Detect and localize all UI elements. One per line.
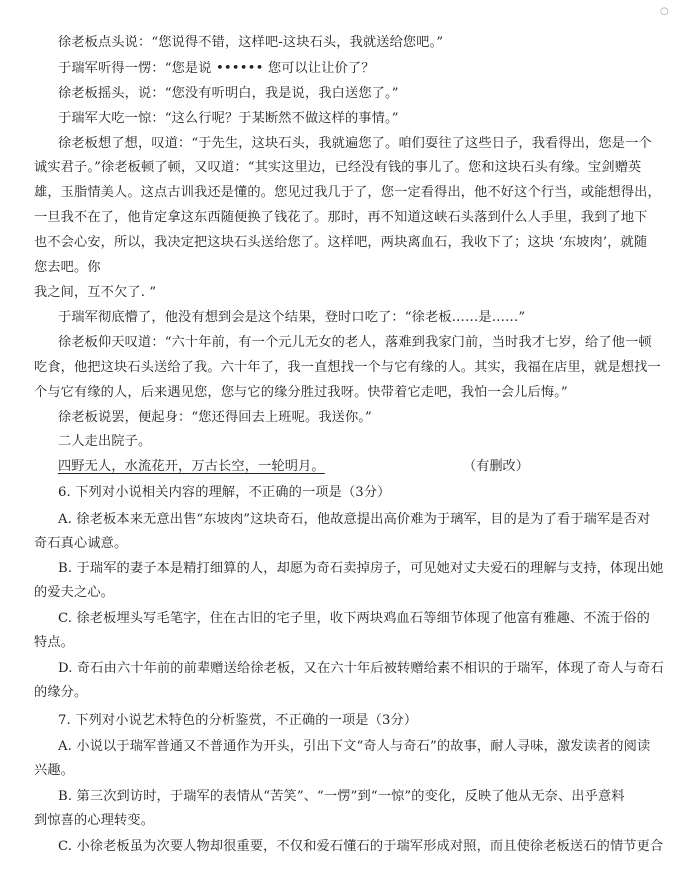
corner-mark-icon: ○ [660, 6, 669, 17]
text-line: 二人走出院子。 [58, 434, 152, 449]
option-d-cont: 的缘分。 [34, 685, 88, 700]
source-note: （有删改） [463, 459, 529, 474]
text-line: 个与它有缘的人，后来遇见您，您与它的缘分胜过我呀。快带着它走吧，我怕一会儿后悔。” [34, 385, 568, 400]
question-6-stem: 6. 下列对小说相关内容的理解，不正确的一项是（3分） [58, 485, 391, 500]
option-b-cont: 的爱夫之心。 [34, 585, 115, 600]
text-line: 徐老板摇头，说：“您没有听明白，我是说，我白送您了。” [58, 86, 399, 101]
text-line: 诚实君子。”徐老板顿了顿，又叹道：“其实这里边，已经没有钱的事儿了。您和这块石头有缘。宝剑赠英 [34, 160, 642, 175]
option-a: A. 小说以于瑞军普通又不普通作为开头，引出下文“奇人与奇石”的故事，耐人寻味，激发读者的阅读 [58, 739, 651, 754]
text-line: 一旦我不在了，他肯定拿这东西随便换了钱花了。那时，再不知道这峡石头落到什么人手里，我到了地下 [34, 210, 648, 225]
option-a-cont: 兴趣。 [34, 763, 75, 778]
text-line: 我之间，互不欠了. ” [34, 285, 157, 300]
text-line: 也不会心安，所以，我决定把这块石头送给您了。这样吧，两块离血石，我收下了；这块 ‘东坡肉’，就随 [34, 235, 648, 250]
option-b: B. 第三次到访时，于瑞军的表情从“苦笑”、“一愣”到“一惊”的变化，反映了他从无奈、出乎意料 [58, 789, 625, 804]
option-a: A. 徐老板本来无意出售“东坡肉”这块奇石，他故意提出高价难为于璃军，目的是为了看于瑞军是否对 [58, 512, 651, 527]
text-line: 徐老板想了想，叹道：“于先生，这块石头，我就遍您了。咱们耍往了这些日子，我看得出，您是一个 [58, 136, 652, 151]
option-d: D. 奇石由六十年前的前辈赠送给徐老板，又在六十年后被转赠给素不相识的于瑞军，体现了奇人与奇石 [58, 661, 664, 676]
option-a-cont: 奇石真心诚意。 [34, 536, 128, 551]
text-line: 徐老板说罢，便起身：“您还得回去上班呢。我送你。” [58, 410, 372, 425]
option-b-cont: 到惊喜的心理转变。 [34, 813, 155, 828]
text-line: 徐老板点头说：“您说得不错，这样吧-这块石头，我就送给您吧。” [58, 35, 444, 50]
option-b: B. 于瑞军的妻子本是精打细算的人，却愿为奇石卖掉房子，可见她对丈夫爱石的理解与支持，体现出她 [58, 561, 664, 576]
text-line: 徐老板仰天叹道：“六十年前，有一个元儿无女的老人，落难到我家门前，当时我才七岁，给了他一顿 [58, 335, 652, 350]
text-line-underlined: 四野无人，水流花开，万古长空，一轮明月。 [58, 459, 325, 474]
option-c: C. 小徐老板虽为次要人物却很重要，不仅和爱石懂石的于瑞军形成对照，而且使徐老板送石的情节更合 [58, 839, 664, 854]
question-7-stem: 7. 下列对小说艺术特色的分析鉴赏，不正确的一项是（3分） [58, 713, 418, 728]
option-c: C. 徐老板埋头写毛笔字，住在古旧的宅子里，收下两块鸡血石等细节体现了他富有雅趣、不流于俗的 [58, 611, 650, 626]
text-line: 吃食，他把这块石头送给了我。六十年了，我一直想找一个与它有缘的人。其实，我福在店里，就是想找一 [34, 360, 661, 375]
option-c-cont: 特点。 [34, 635, 75, 650]
text-line: 于瑞军听得一愣：“您是说 •••••• 您可以让让价了？ [58, 61, 375, 76]
text-line: 雄，玉脂情美人。这点古训我还是懂的。您见过我几于了，您一定看得出，他不好这个行当，或能想得出， [34, 185, 661, 200]
text-line: 您去吧。你 [34, 260, 101, 275]
text-line: 于瑞军彻底懵了，他没有想到会是这个结果，登时口吃了：“徐老板……是……” [58, 310, 526, 325]
text-line: 于瑞军大吃一惊：“这么行呢？于某断然不做这样的事情。” [58, 111, 399, 126]
